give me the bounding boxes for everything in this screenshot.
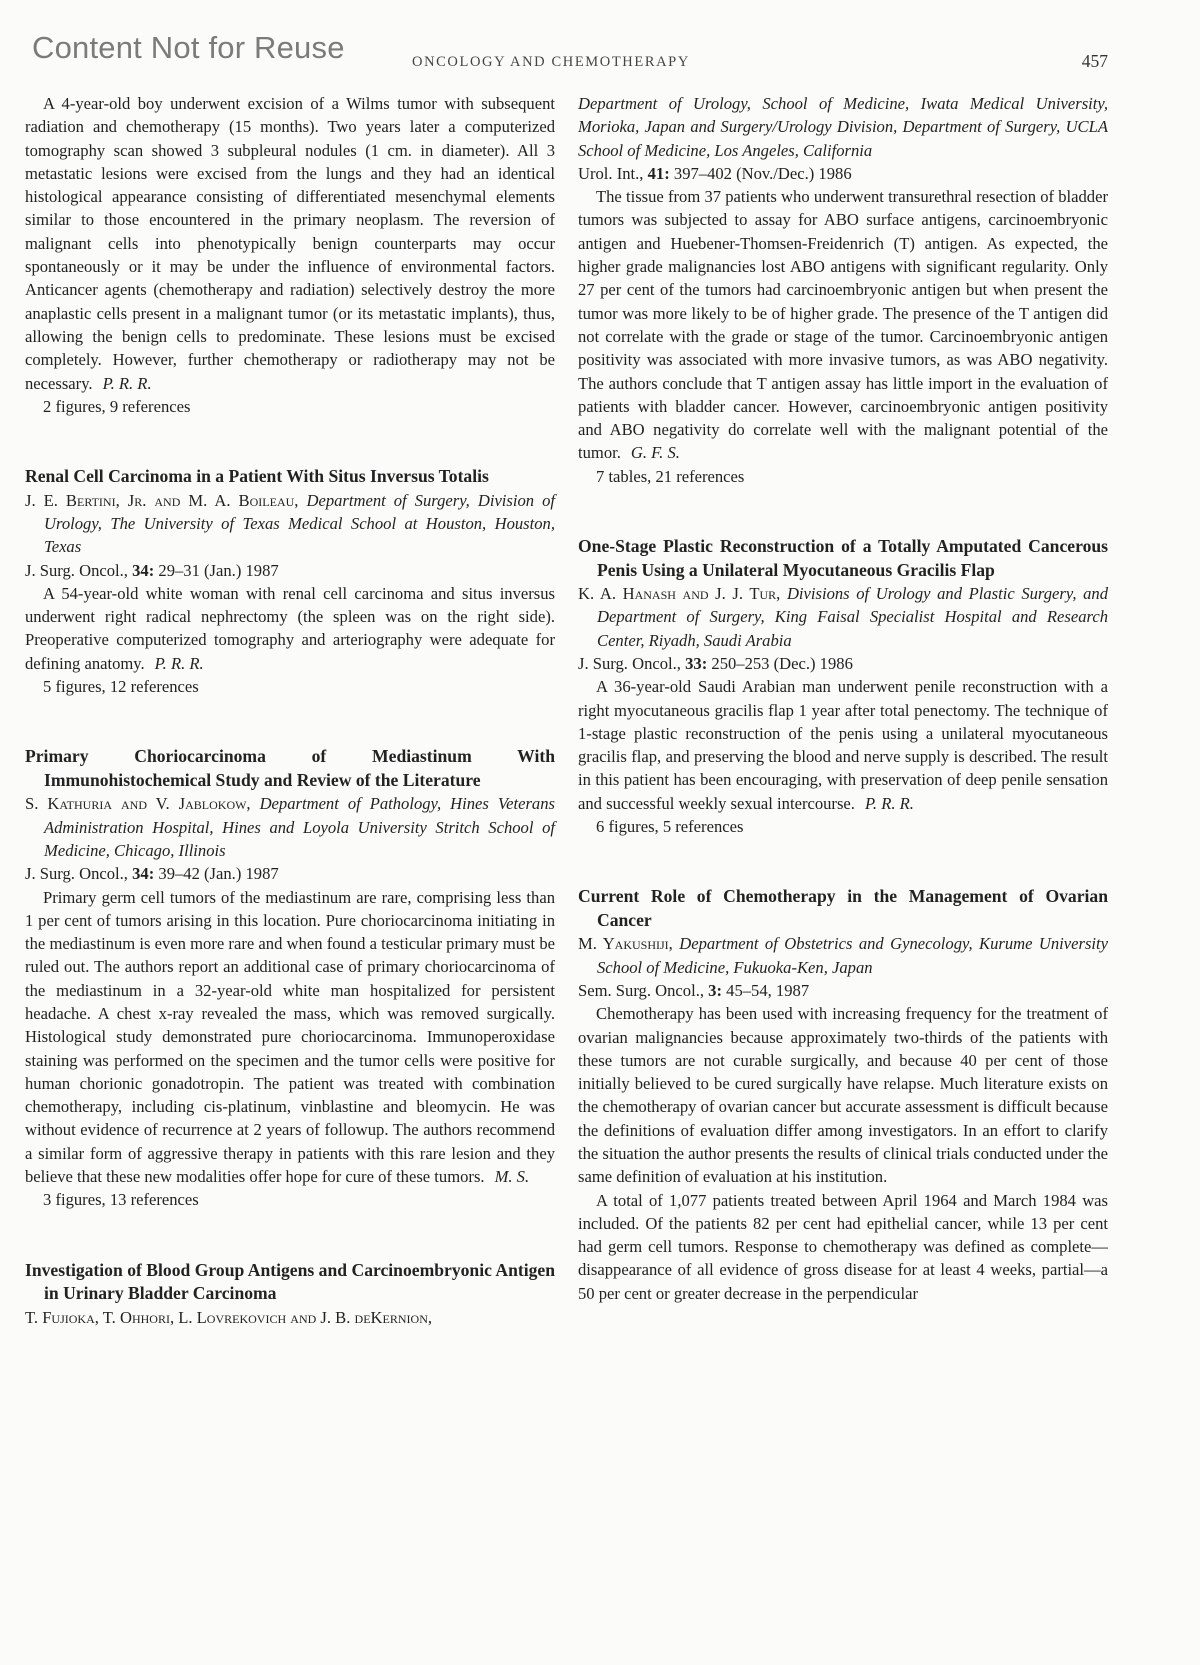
abstract-citation: J. Surg. Oncol., 34: 29–31 (Jan.) 1987 xyxy=(25,560,279,580)
abstract-citation: Sem. Surg. Oncol., 3: 45–54, 1987 xyxy=(578,980,810,1000)
page-number: 457 xyxy=(1081,51,1108,71)
abstract-affiliation: Department of Urology, School of Medicine, Iwata Medical University, Morioka, Japan and Surgery/Urology Division, Department of Surgery, UCLA School of Medicine, Los Angeles, California xyxy=(578,94,1108,160)
abstract-signature: P. R. R. xyxy=(102,373,152,393)
abstract-title: Renal Cell Carcinoma in a Patient With Situs Inversus Totalis xyxy=(25,466,489,487)
abstract-citation: Urol. Int., 41: 397–402 (Nov./Dec.) 1986 xyxy=(578,163,852,183)
abstract-body: A 36-year-old Saudi Arabian man underwent penile reconstruction with a right myocutaneous gracilis flap 1 year after total penectomy. The technique of 1-stage plastic reconstruction of the penis using a unilateral myocutaneous gracilis flap, and preserving the blood and nerve supply is described. The result in this patient has been encouraging, with preservation of deep penile sensation and successful weekly sexual intercourse. P. R. R. xyxy=(578,677,1108,813)
abstract-authors: M. Yakushiji, Department of Obstetrics and Gynecology, Kurume University School of Medicine, Fukuoka-Ken, Japan xyxy=(578,934,1108,977)
abstract-title: Current Role of Chemotherapy in the Management of Ovarian Cancer xyxy=(578,886,1108,930)
abstract-stats: 7 tables, 21 references xyxy=(596,466,745,486)
abstract-body-continued: A total of 1,077 patients treated between April 1964 and March 1984 was included. Of the patients 82 per cent had epithelial cancer, while 13 per cent had germ cell tumors. Response to chemotherapy was defined as complete—disappearance of all evidence of gross disease for at least 4 weeks, partial—a 50 per cent or greater decrease in the perpendicular xyxy=(578,1190,1108,1303)
abstract-body: A 4-year-old boy underwent excision of a Wilms tumor with subsequent radiation and chemotherapy (15 months). Two years later a computerized tomography scan showed 3 subpleural nodules (1 cm. in diameter). All 3 metastatic lesions were excised from the lungs and they had an identical histological appearance consisting of differentiated mesenchymal elements similar to those encountered in the primary neoplasm. The reversion of malignant cells into phenotypically benign counterparts may occur spontaneously or it may be under the influence of environmental factors. Anticancer agents (chemotherapy and radiation) selectively destroy the more anaplastic cells present in a malignant tumor (or its metastatic implants), thus, allowing the benign cells to predominate. These lesions must be excised completely. However, further chemotherapy or radiotherapy may not be necessary. P. R. R. xyxy=(25,94,555,393)
abstract-authors: K. A. Hanash and J. J. Tur, Divisions of Urology and Plastic Surgery, and Department of Surgery, King Faisal Specialist Hospital and Research Center, Riyadh, Saudi Arabia xyxy=(578,584,1108,650)
abstract-stats: 3 figures, 13 references xyxy=(43,1190,199,1210)
abstract-authors: J. E. Bertini, Jr. and M. A. Boileau, Department of Surgery, Division of Urology, The University of Texas Medical School at Houston, Houston, Texas xyxy=(25,490,556,557)
abstract-choriocarcinoma xyxy=(25,745,555,1211)
abstract-blood-group-antigens-start xyxy=(25,1259,555,1329)
abstract-ovarian-cancer xyxy=(578,885,1108,1305)
running-head: ONCOLOGY AND CHEMOTHERAPY xyxy=(412,54,690,70)
abstract-body: Chemotherapy has been used with increasing frequency for the treatment of ovarian malignancies because approximately two-thirds of the patients with these tumors are not curable surgically, and because 40 per cent of those initially believed to be cured surgically have relapse. Much literature exists on the chemotherapy of ovarian cancer but accurate assessment is difficult because the definitions of evaluation differ among investigators. In an effort to clarify the situation the author presents the results of clinical trials conducted under the same definition of evaluation at his institution. xyxy=(578,1004,1108,1187)
abstract-citation: J. Surg. Oncol., 34: 39–42 (Jan.) 1987 xyxy=(25,864,279,884)
watermark: Content Not for Reuse xyxy=(32,30,345,65)
abstract-stats: 5 figures, 12 references xyxy=(43,677,199,697)
abstract-body: The tissue from 37 patients who underwent transurethral resection of bladder tumors was subjected to assay for ABO surface antigens, carcinoembryonic antigen and Huebener-Thomsen-Freidenrich (T) antigen. As expected, the higher grade malignancies lost ABO antigens with significant regularity. Only 27 per cent of the tumors had carcinoembryonic antigen but when present the tumor was more likely to be of higher grade. The presence of the T antigen did not correlate with the grade or stage of the tumor. Carcinoembryonic antigen positivity was associated with more invasive tumors, as was ABO negativity. The authors conclude that T antigen assay has little import in the evaluation of patients with bladder cancer. However, carcinoembryonic antigen positivity and ABO negativity do correlate well with the malignant potential of the tumor. G. F. S. xyxy=(578,187,1108,463)
abstract-body: A 54-year-old white woman with renal cell carcinoma and situs inversus underwent right radical nephrectomy (the spleen was on the right side). Preoperative computerized tomography and arteriography were adequate for defining anatomy. P. R. R. xyxy=(25,583,555,673)
abstract-body: Primary germ cell tumors of the mediastinum are rare, comprising less than 1 per cent of tumors arising in this location. Pure choriocarcinoma initiating in the mediastinum is even more rare and when found a testicular primary must be ruled out. The authors report an additional case of primary choriocarcinoma of the mediastinum in a 32-year-old white man hospitalized for persistent headache. A chest x-ray revealed the mass, which was removed surgically. Histological study demonstrated pure choriocarcinoma. Immunoperoxidase staining was performed on the specimen and the tumor cells were positive for human chorionic gonadotropin. The patient was treated with combination chemotherapy, including cis-platinum, vinblastine and bleomycin. He was without evidence of recurrence at 2 years of followup. The authors recommend a similar form of aggressive therapy in patients with this rare lesion and they believe that these new modalities offer hope for cure of these tumors. M. S. xyxy=(25,887,555,1187)
left-column xyxy=(25,92,555,1329)
abstract-blood-group-antigens-cont xyxy=(578,92,1108,488)
abstract-stats: 6 figures, 5 references xyxy=(596,817,744,837)
abstract-authors: T. Fujioka, T. Ohhori, L. Lovrekovich and J. B. deKernion, xyxy=(25,1307,433,1327)
abstract-title: Investigation of Blood Group Antigens and Carcinoembryonic Antigen in Urinary Bladder Carcinoma xyxy=(25,1259,555,1304)
abstract-title: Primary Choriocarcinoma of Mediastinum With Immunohistochemical Study and Review of the Literature xyxy=(25,746,555,790)
abstract-citation: J. Surg. Oncol., 33: 250–253 (Dec.) 1986 xyxy=(578,653,853,673)
abstract-signature: P. R. R. xyxy=(864,793,914,813)
abstract-renal-cell-carcinoma xyxy=(25,465,555,698)
right-column xyxy=(578,92,1108,1305)
abstract-signature: M. S. xyxy=(494,1167,530,1187)
abstract-wilms-tumor xyxy=(25,92,555,418)
abstract-signature: P. R. R. xyxy=(154,653,204,673)
abstract-stats: 2 figures, 9 references xyxy=(43,396,191,416)
abstract-title: One-Stage Plastic Reconstruction of a Totally Amputated Cancerous Penis Using a Unilateral Myocutaneous Gracilis Flap xyxy=(578,536,1108,580)
abstract-signature: G. F. S. xyxy=(630,443,680,463)
abstract-authors: S. Kathuria and V. Jablokow, Department of Pathology, Hines Veterans Administration Hospital, Hines and Loyola University Stritch School of Medicine, Chicago, Illinois xyxy=(25,794,555,860)
abstract-penile-reconstruction xyxy=(578,535,1108,838)
